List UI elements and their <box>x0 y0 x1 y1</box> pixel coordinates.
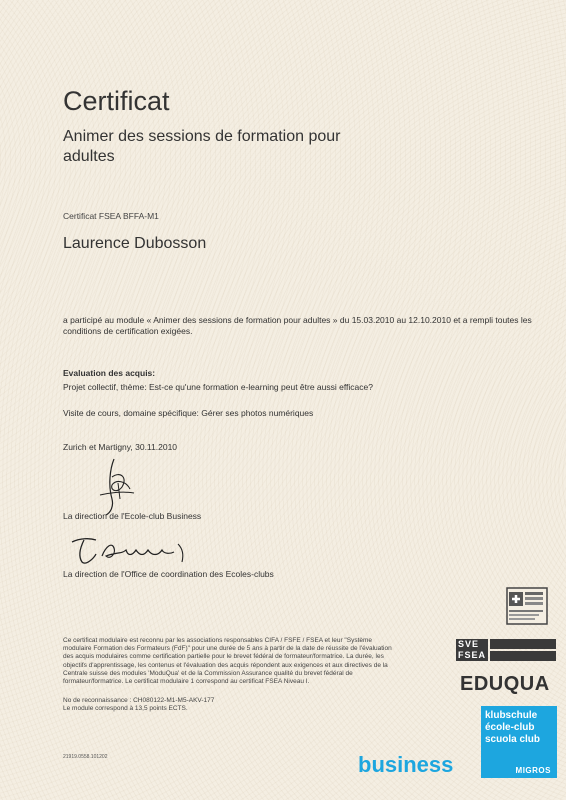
klubschule-logo <box>481 706 557 778</box>
signature-1 <box>92 455 138 517</box>
certificate-title: Certificat <box>63 86 170 116</box>
eduqua-logo <box>460 673 558 699</box>
klubschule-line-2: école-club <box>485 722 535 733</box>
evaluation-visit: Visite de cours, domaine spécifique: Gérer ses photos numériques <box>63 408 314 418</box>
certificate-subtitle: Animer des sessions de formation pour adultes <box>63 128 341 165</box>
svefsea-top-label: SVE <box>458 639 480 649</box>
svefsea-bottom-label: FSEA <box>458 650 487 660</box>
business-logo: business <box>358 752 454 777</box>
sve-fsea-logo <box>456 639 556 661</box>
recognition-text: Ce certificat modulaire est reconnu par les associations responsables CIFA / FSFE / FSEA et leur "Système modulaire Formation des Formateurs (FdF)" pour une durée de 5 ans à partir de la date de réussite de l'évaluation des acquis modulaires comme certification partielle pour le brevet fédéral de formateur/formatrice. La durée, les objectifs d'apprentissage, les contenus et l'évaluation des acquis répondent aux exigences et aux directives de la Centrale suisse des modules 'ModuQua' et de la Commission Assurance qualité du brevet fédéral de formateur/formatrice. Le certificat modulaire 1 correspond au certificat FSEA Niveau I. <box>63 637 392 686</box>
klubschule-line-1: klubschule <box>485 710 538 721</box>
signature-2-label: La direction de l'Office de coordination des Ecoles-clubs <box>63 569 274 579</box>
signature-2 <box>66 532 206 568</box>
recognition-number: No de reconnaissance : CH080122-M1-M5-AKV-177 <box>63 697 215 704</box>
eduqua-label: EDUQUA <box>460 673 550 695</box>
signature-1-label: La direction de l'Ecole-club Business <box>63 511 202 521</box>
evaluation-heading: Evaluation des acquis: <box>63 368 156 378</box>
migros-label: MIGROS <box>515 766 551 775</box>
certificate-code: Certificat FSEA BFFA-M1 <box>63 211 159 221</box>
recipient-name: Laurence Dubosson <box>63 235 207 252</box>
evaluation-project: Projet collectif, thème: Est-ce qu'une formation e-learning peut être aussi efficace? <box>63 382 373 392</box>
place-date: Zurich et Martigny, 30.11.2010 <box>63 442 178 452</box>
recognition-details <box>63 697 393 713</box>
certificate-statement: a participé au module « Animer des sessions de formation pour adultes » du 15.03.2010 au 12.10.2010 et a rempli toutes les conditions de certification exigées. <box>63 315 532 336</box>
ects-text: Le module correspond à 13,5 points ECTS. <box>63 705 188 713</box>
klubschule-line-3: scuola club <box>485 734 541 745</box>
quality-stamp-logo <box>505 586 549 626</box>
print-code: 21919.0558.101202 <box>63 754 108 760</box>
